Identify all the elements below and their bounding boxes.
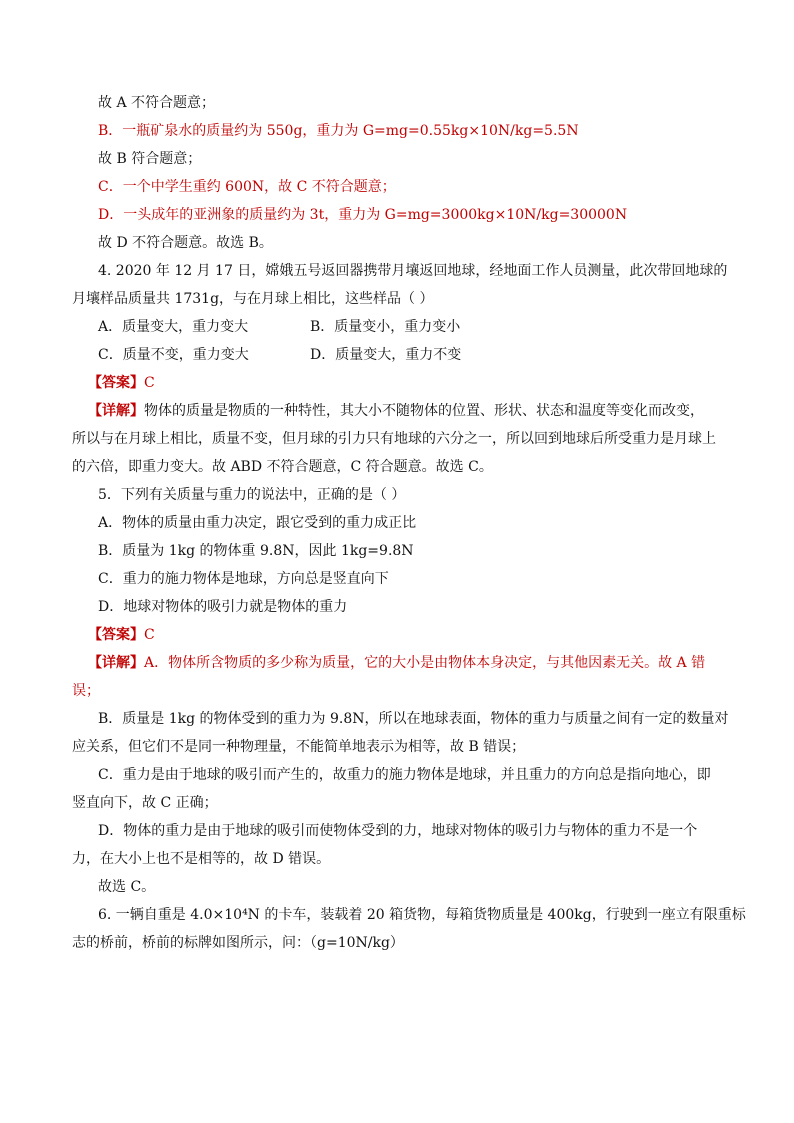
q3-b-conclusion: 故 B 符合题意；	[98, 151, 202, 167]
q5-option-a: A．物体的质量由重力决定，跟它受到的重力成正比	[98, 515, 417, 531]
q5-detail-d-line1: D．物体的重力是由于地球的吸引而使物体受到的力，地球对物体的吸引力与物体的重力不是一个	[98, 823, 698, 839]
q3-d-conclusion: 故 D 不符合题意。故选 B。	[98, 235, 273, 251]
q5-answer-label: 【答案】	[88, 627, 144, 643]
q5-option-d: D．地球对物体的吸引力就是物体的重力	[98, 599, 348, 615]
q5-option-b: B．质量为 1kg 的物体重 9.8N，因此 1kg=9.8N	[98, 543, 414, 559]
q4-option-a: A．质量变大，重力变大	[98, 319, 249, 335]
q4-stem-line2: 月壤样品质量共 1731g，与在月球上相比，这些样品（ ）	[72, 291, 434, 307]
q4-detail-line2: 所以与在月球上相比，质量不变，但月球的引力只有地球的六分之一，所以回到地球后所受重力是月球上	[72, 431, 716, 447]
q5-detail-c-line2: 竖直向下，故 C 正确；	[72, 795, 218, 811]
q5-detail-a-line2: 误；	[72, 683, 100, 699]
q5-detail-label: 【详解】	[88, 655, 144, 671]
q4-option-b: B．质量变小，重力变小	[310, 319, 461, 335]
q3-option-d-explanation: D．一头成年的亚洲象的质量约为 3t，重力为 G=mg=3000kg×10N/kg=30000N	[98, 207, 628, 223]
q3-option-b-explanation: B．一瓶矿泉水的质量约为 550g，重力为 G=mg=0.55kg×10N/kg=5.5N	[98, 123, 579, 139]
q3-option-c-explanation: C．一个中学生重约 600N，故 C 不符合题意；	[98, 179, 396, 195]
q4-detail-line1	[88, 400, 704, 422]
q4-detail-line3: 的六倍，即重力变大。故 ABD 不符合题意，C 符合题意。故选 C。	[72, 459, 493, 475]
q4-detail-label: 【详解】	[88, 403, 144, 419]
q5-detail-a-text: A．物体所含物质的多少称为质量，它的大小是由物体本身决定，与其他因素无关。故 A 错	[144, 655, 706, 671]
q4-option-d: D．质量变大，重力不变	[310, 347, 462, 363]
q5-stem: 5．下列有关质量与重力的说法中，正确的是（ ）	[98, 487, 406, 503]
q5-detail-b-line1: B．质量是 1kg 的物体受到的重力为 9.8N，所以在地球表面，物体的重力与质量之间有一定的数量对	[98, 711, 729, 727]
q5-answer	[88, 624, 155, 646]
q4-answer-value: C	[144, 375, 155, 391]
q6-stem-line2: 志的桥前，桥前的标牌如图所示，问：（g=10N/kg）	[72, 935, 404, 951]
q6-stem-line1: 6. 一辆自重是 4.0×10⁴N 的卡车，装载着 20 箱货物，每箱货物质量是 400kg，行驶到一座立有限重标	[98, 907, 746, 923]
q3-a-conclusion: 故 A 不符合题意；	[98, 95, 216, 111]
q5-detail-c-line1: C．重力是由于地球的吸引而产生的，故重力的施力物体是地球，并且重力的方向总是指向地心，即	[98, 767, 711, 783]
q4-option-c: C．质量不变，重力变大	[98, 347, 249, 363]
q4-detail-text1: 物体的质量是物质的一种特性，其大小不随物体的位置、形状、状态和温度等变化而改变，	[144, 403, 704, 419]
q5-detail-d-line2: 力，在大小上也不是相等的，故 D 错误。	[72, 851, 331, 867]
q5-detail-a-line1	[88, 652, 705, 674]
q4-stem-line1: 4. 2020 年 12 月 17 日，嫦娥五号返回器携带月壤返回地球，经地面工作人员测量，此次带回地球的	[98, 263, 728, 279]
q5-option-c: C．重力的施力物体是地球，方向总是竖直向下	[98, 571, 389, 587]
q5-answer-value: C	[144, 627, 155, 643]
q4-answer-label: 【答案】	[88, 375, 144, 391]
q5-conclusion: 故选 C。	[98, 879, 156, 895]
q5-detail-b-line2: 应关系，但它们不是同一种物理量，不能简单地表示为相等，故 B 错误；	[72, 739, 526, 755]
q4-answer	[88, 372, 155, 394]
